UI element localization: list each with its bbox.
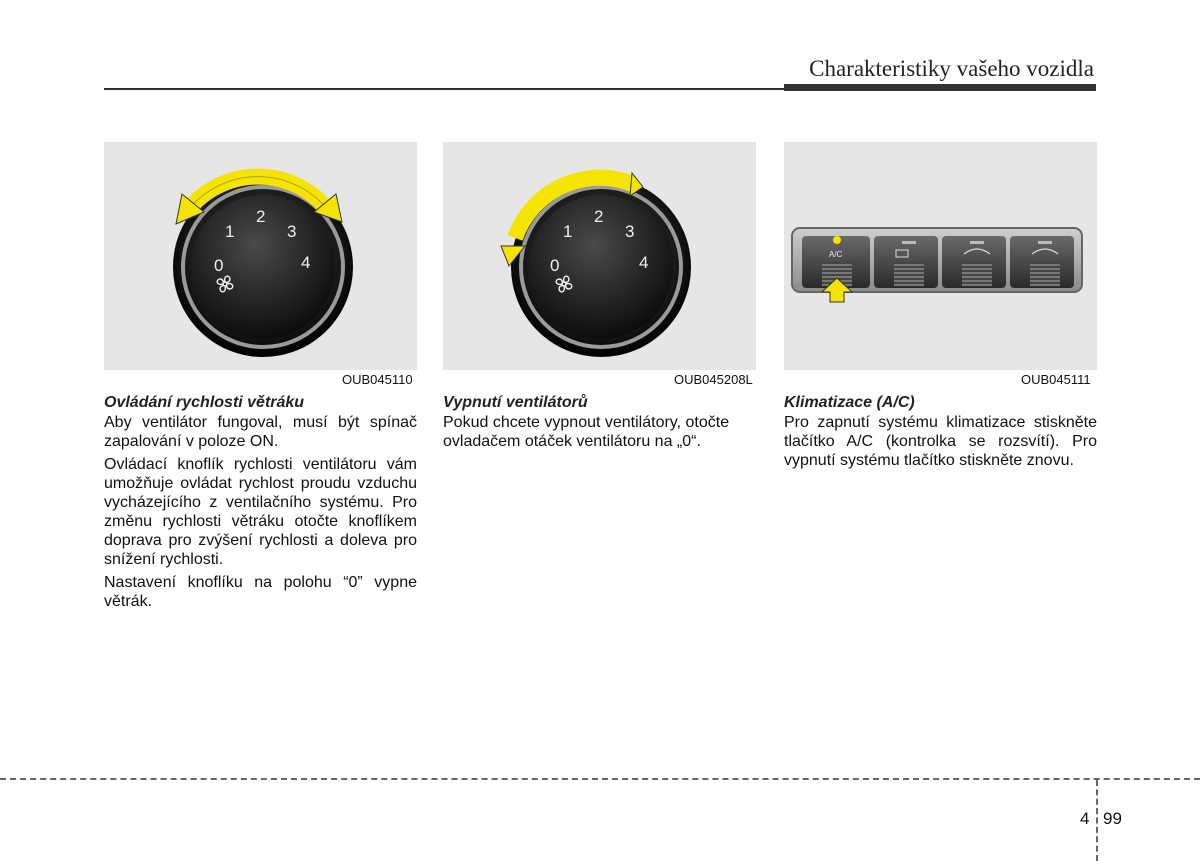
figure-ac-panel bbox=[784, 142, 1097, 370]
rear-defrost-button bbox=[874, 236, 938, 288]
figure-code: OUB045110 bbox=[342, 372, 413, 387]
ac-button-label: A/C bbox=[829, 250, 843, 259]
dial-label-0: 0 bbox=[214, 256, 224, 275]
page-header-title: Charakteristiky vašeho vozidla bbox=[809, 56, 1094, 81]
page-number: 99 bbox=[1103, 809, 1122, 828]
section-air-conditioning bbox=[784, 393, 1097, 474]
footer-rule bbox=[0, 778, 1200, 780]
dial-label-1: 1 bbox=[563, 222, 573, 241]
dial-label-1: 1 bbox=[225, 222, 235, 241]
section-fan-speed bbox=[104, 393, 417, 615]
dial-label-4: 4 bbox=[639, 253, 649, 272]
figure-fan-off-knob bbox=[443, 142, 756, 370]
paragraph: Pokud chcete vypnout ventilátory, otočte ovladačem otáček ventilátoru na „0“. bbox=[443, 414, 730, 450]
paragraph: Pro zapnutí systému klimatizace stiskněte tlačítko A/C (kontrolka se rozsvítí). Pro vypnutí systému tlačítko stiskněte znovu. bbox=[784, 414, 1097, 469]
section-fan-off bbox=[443, 393, 756, 455]
dial-label-2: 2 bbox=[256, 207, 266, 226]
figure-code: OUB045208L bbox=[674, 372, 753, 387]
header-rule-thick bbox=[784, 84, 1096, 91]
dial-label-2: 2 bbox=[594, 207, 604, 226]
dial-label-3: 3 bbox=[625, 222, 635, 241]
paragraph: Ovládací knoflík rychlosti ventilátoru vám umožňuje ovládat rychlost proudu vzduchu vycházejícího z ventilačního systému. Pro změnu rychlosti větráku otočte knoflíkem doprava pro zvýšení rychlosti a doleva pro snížení rychlosti. bbox=[104, 456, 417, 568]
recirculation-button bbox=[942, 236, 1006, 288]
chapter-number: 4 bbox=[1080, 809, 1090, 828]
figure-fan-speed-knob bbox=[104, 142, 417, 370]
fresh-air-button bbox=[1010, 236, 1074, 288]
paragraph: Nastavení knoflíku na polohu “0” vypne větrák. bbox=[104, 574, 417, 610]
section-heading: Vypnutí ventilátorů bbox=[443, 394, 588, 411]
footer-divider bbox=[1096, 780, 1098, 861]
section-heading: Ovládání rychlosti větráku bbox=[104, 394, 305, 411]
section-heading: Klimatizace (A/C) bbox=[784, 394, 915, 411]
dial-label-3: 3 bbox=[287, 222, 297, 241]
dial-label-0: 0 bbox=[550, 256, 560, 275]
header-rule bbox=[104, 88, 784, 90]
figure-code: OUB045111 bbox=[1021, 372, 1091, 387]
paragraph: Aby ventilátor fungoval, musí být spínač zapalování v poloze ON. bbox=[104, 414, 417, 450]
dial-label-4: 4 bbox=[301, 253, 311, 272]
